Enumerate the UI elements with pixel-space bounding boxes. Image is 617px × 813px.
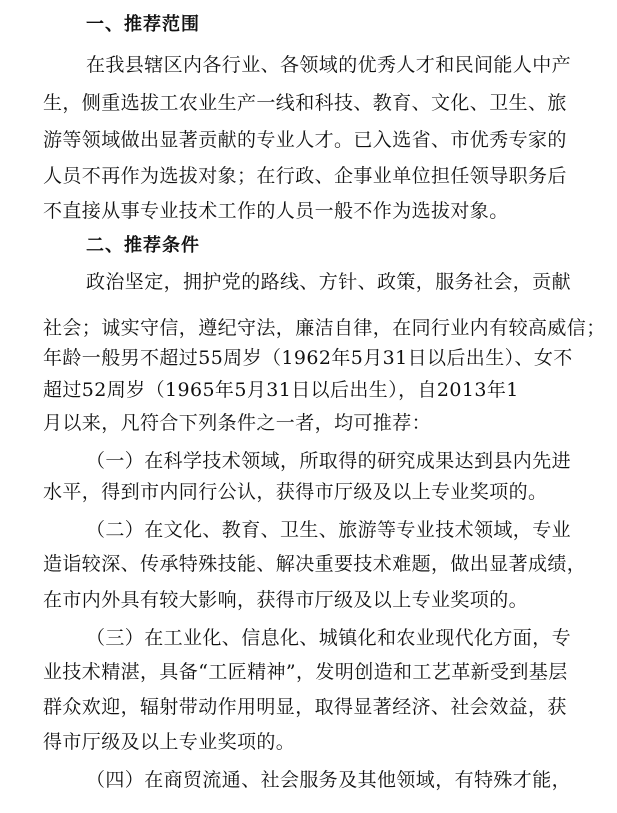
- paragraph-line: 造诣较深、传承特殊技能、解决重要技术难题，做出显著成绩，: [43, 553, 587, 575]
- paragraph-line: 在我县辖区内各行业、各领域的优秀人才和民间能人中产: [86, 54, 572, 76]
- paragraph-line: 政治坚定，拥护党的路线、方针、政策，服务社会，贡献: [86, 271, 572, 293]
- paragraph-line: （二）在文化、教育、卫生、旅游等专业技术领域，专业: [86, 519, 572, 541]
- paragraph-line: 人员不再作为选拔对象；在行政、企事业单位担任领导职务后: [43, 165, 567, 187]
- paragraph-line: （四）在商贸流通、社会服务及其他领域，有特殊才能，: [86, 769, 572, 791]
- paragraph-line: 生，侧重选拔工农业生产一线和科技、教育、文化、卫生、旅: [43, 92, 567, 114]
- paragraph-line: 超过52周岁（1965年5月31日以后出生），自2013年1: [43, 379, 519, 401]
- paragraph-line: 年龄一般男不超过55周岁（1962年5月31日以后出生）、女不: [43, 347, 573, 369]
- paragraph-line: 业技术精湛，具备“工匠精神”，发明创造和工艺革新受到基层: [43, 661, 568, 683]
- paragraph-line: （一）在科学技术领域，所取得的研究成果达到县内先进: [86, 450, 572, 472]
- paragraph-line: 群众欢迎，辐射带动作用明显，取得显著经济、社会效益，获: [43, 696, 567, 718]
- paragraph-line: 月以来，凡符合下列条件之一者，均可推荐：: [43, 412, 432, 434]
- paragraph-line: 不直接从事专业技术工作的人员一般不作为选拔对象。: [43, 200, 509, 222]
- paragraph-line: 在市内外具有较大影响，获得市厅级及以上专业奖项的。: [43, 589, 529, 611]
- paragraph-line: （三）在工业化、信息化、城镇化和农业现代化方面，专: [86, 627, 572, 649]
- paragraph-line: 得市厅级及以上专业奖项的。: [43, 731, 296, 753]
- paragraph-line: 游等领域做出显著贡献的专业人才。已入选省、市优秀专家的: [43, 129, 567, 151]
- section-heading-scope: 一、推荐范围: [86, 14, 200, 35]
- paragraph-line: 社会；诚实守信，遵纪守法，廉洁自律，在同行业内有较高威信；: [43, 317, 606, 339]
- paragraph-line: 水平，得到市内同行公认，获得市厅级及以上专业奖项的。: [43, 481, 548, 503]
- section-heading-conditions: 二、推荐条件: [86, 235, 200, 256]
